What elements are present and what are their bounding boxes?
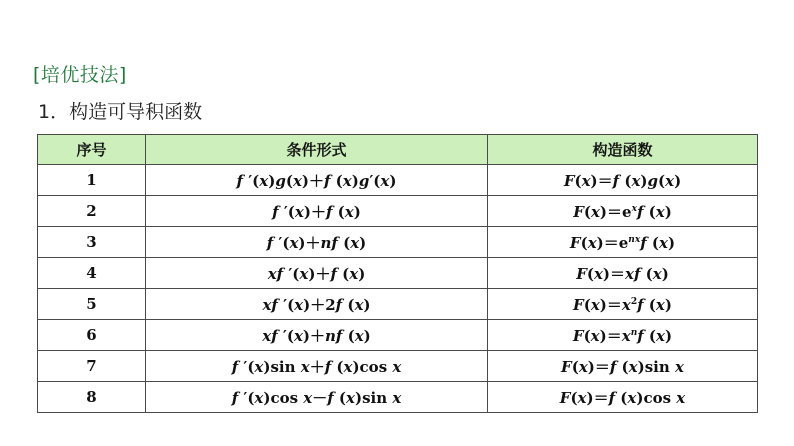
condition-form: f ′(x)cos x－f (x)sin x	[146, 382, 488, 413]
table-row	[38, 165, 758, 196]
constructed-function: $F(x)=e^{nx}f$ (x)	[488, 227, 758, 258]
constructed-function: F(x)＝f (x)sin x	[488, 351, 758, 382]
header-index: 序号	[38, 135, 146, 165]
condition-form: xf ′(x)＋nf (x)	[146, 320, 488, 351]
table-row	[38, 289, 758, 320]
row-index: 7	[38, 351, 146, 382]
row-index: 3	[38, 227, 146, 258]
condition-form: f ′(x)sin x＋f (x)cos x	[146, 351, 488, 382]
table-body	[38, 165, 758, 413]
row-index: 1	[38, 165, 146, 196]
table-header-row	[38, 135, 758, 165]
section-tag: [培优技法]	[33, 64, 127, 86]
row-index: 6	[38, 320, 146, 351]
condition-form: xf ′(x)＋f (x)	[146, 258, 488, 289]
table-row	[38, 196, 758, 227]
row-index: 4	[38, 258, 146, 289]
table-row	[38, 227, 758, 258]
condition-form: f ′(x)＋nf (x)	[146, 227, 488, 258]
constructed-function: $F(x)=x^nf$ (x)	[488, 320, 758, 351]
constructed-function: $F(x)=e^xf$ (x)	[488, 196, 758, 227]
header-function: 构造函数	[488, 135, 758, 165]
table-row	[38, 320, 758, 351]
row-index: 8	[38, 382, 146, 413]
table-row	[38, 351, 758, 382]
constructed-function: F(x)＝f (x)g(x)	[488, 165, 758, 196]
condition-form: f ′(x)＋f (x)	[146, 196, 488, 227]
table-row	[38, 258, 758, 289]
section-subtitle: 1．构造可导积函数	[38, 101, 203, 123]
constructed-function: F(x)＝xf (x)	[488, 258, 758, 289]
construction-table	[37, 134, 758, 413]
row-index: 5	[38, 289, 146, 320]
condition-form: xf ′(x)＋2f (x)	[146, 289, 488, 320]
header-condition: 条件形式	[146, 135, 488, 165]
table-row	[38, 382, 758, 413]
condition-form: f ′(x)g(x)＋f (x)g′(x)	[146, 165, 488, 196]
row-index: 2	[38, 196, 146, 227]
constructed-function: $F(x)=x^2f$ (x)	[488, 289, 758, 320]
constructed-function: F(x)＝f (x)cos x	[488, 382, 758, 413]
